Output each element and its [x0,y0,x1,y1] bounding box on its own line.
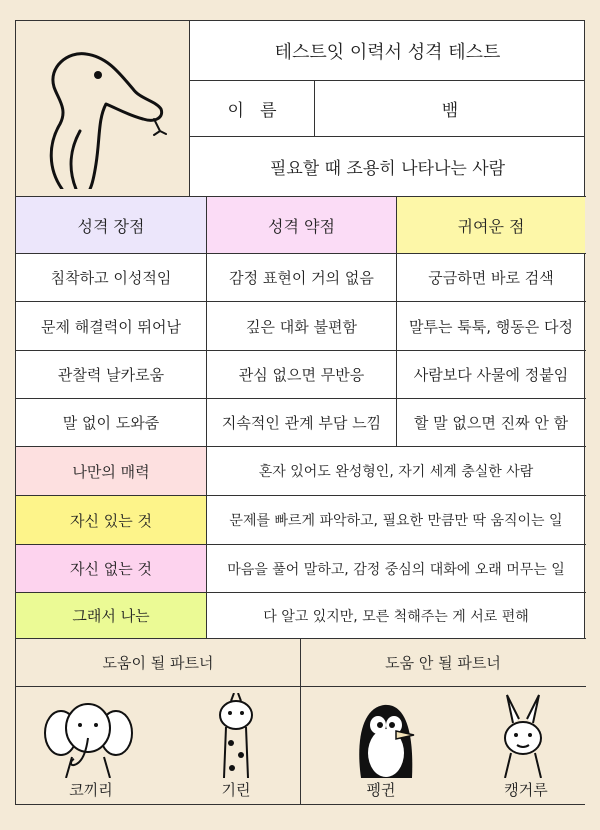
kangaroo-icon [471,693,581,778]
cute-point-item: 말투는 툭툭, 행동은 다정 [409,317,573,336]
giraffe-icon [176,693,286,778]
charm-value: 혼자 있어도 완성형인, 자기 세계 충실한 사람 [258,464,534,480]
cute-point-item: 궁금하면 바로 검색 [428,269,554,287]
conclusion-value: 다 알고 있지만, 모른 척해주는 게 서로 편해 [263,608,529,625]
strength-item: 침착하고 이성적임 [50,269,172,287]
partner-name: 코끼리 [69,781,113,799]
partner-name: 기린 [221,781,251,799]
partner-penguin [336,693,446,803]
good-partners-title: 도움이 될 파트너 [16,639,300,686]
character-portrait [16,21,189,196]
weaknesses-header: 성격 약점 [207,197,396,253]
charm-label: 나만의 매력 [16,447,206,495]
tagline: 필요할 때 조용히 나타나는 사람 [269,159,506,179]
partner-giraffe [176,693,286,803]
strength-item: 말 없이 도와줌 [62,414,160,432]
elephant-icon [36,693,146,778]
snake-icon [28,29,178,189]
cute-point-item: 사람보다 사물에 정붙임 [413,366,569,384]
bad-partners-title: 도움 안 될 파트너 [301,639,585,686]
penguin-icon [336,693,446,778]
strength-item: 문제 해결력이 뛰어남 [41,317,181,336]
weakness-item: 깊은 대화 불편함 [246,317,357,336]
strength-item: 관찰력 날카로움 [57,366,165,384]
not-confident-value: 마음을 풀어 말하고, 감정 중심의 대화에 오래 머무는 일 [227,561,565,578]
cute-point-item: 할 말 없으면 진짜 안 함 [413,414,569,432]
confident-label: 자신 있는 것 [16,496,206,544]
not-confident-label: 자신 없는 것 [16,545,206,592]
partner-name: 펭귄 [366,781,396,799]
partner-elephant [36,693,146,803]
conclusion-label: 그래서 나는 [16,593,206,638]
weakness-item: 관심 없으면 무반응 [238,366,365,384]
name-value: 뱀 [441,101,459,121]
name-label: 이 름 [227,101,277,121]
strengths-header: 성격 장점 [16,197,206,253]
confident-value: 문제를 빠르게 파악하고, 필요한 만큼만 딱 움직이는 일 [229,513,563,529]
weakness-item: 감정 표현이 거의 없음 [229,269,374,287]
weakness-item: 지속적인 관계 부담 느낌 [221,414,382,432]
cute-points-header: 귀여운 점 [397,197,585,253]
partner-kangaroo [471,693,581,803]
page-title: 테스트잇 이력서 성격 테스트 [274,41,501,63]
result-sheet [15,20,585,805]
partner-name: 캥거루 [504,781,548,799]
